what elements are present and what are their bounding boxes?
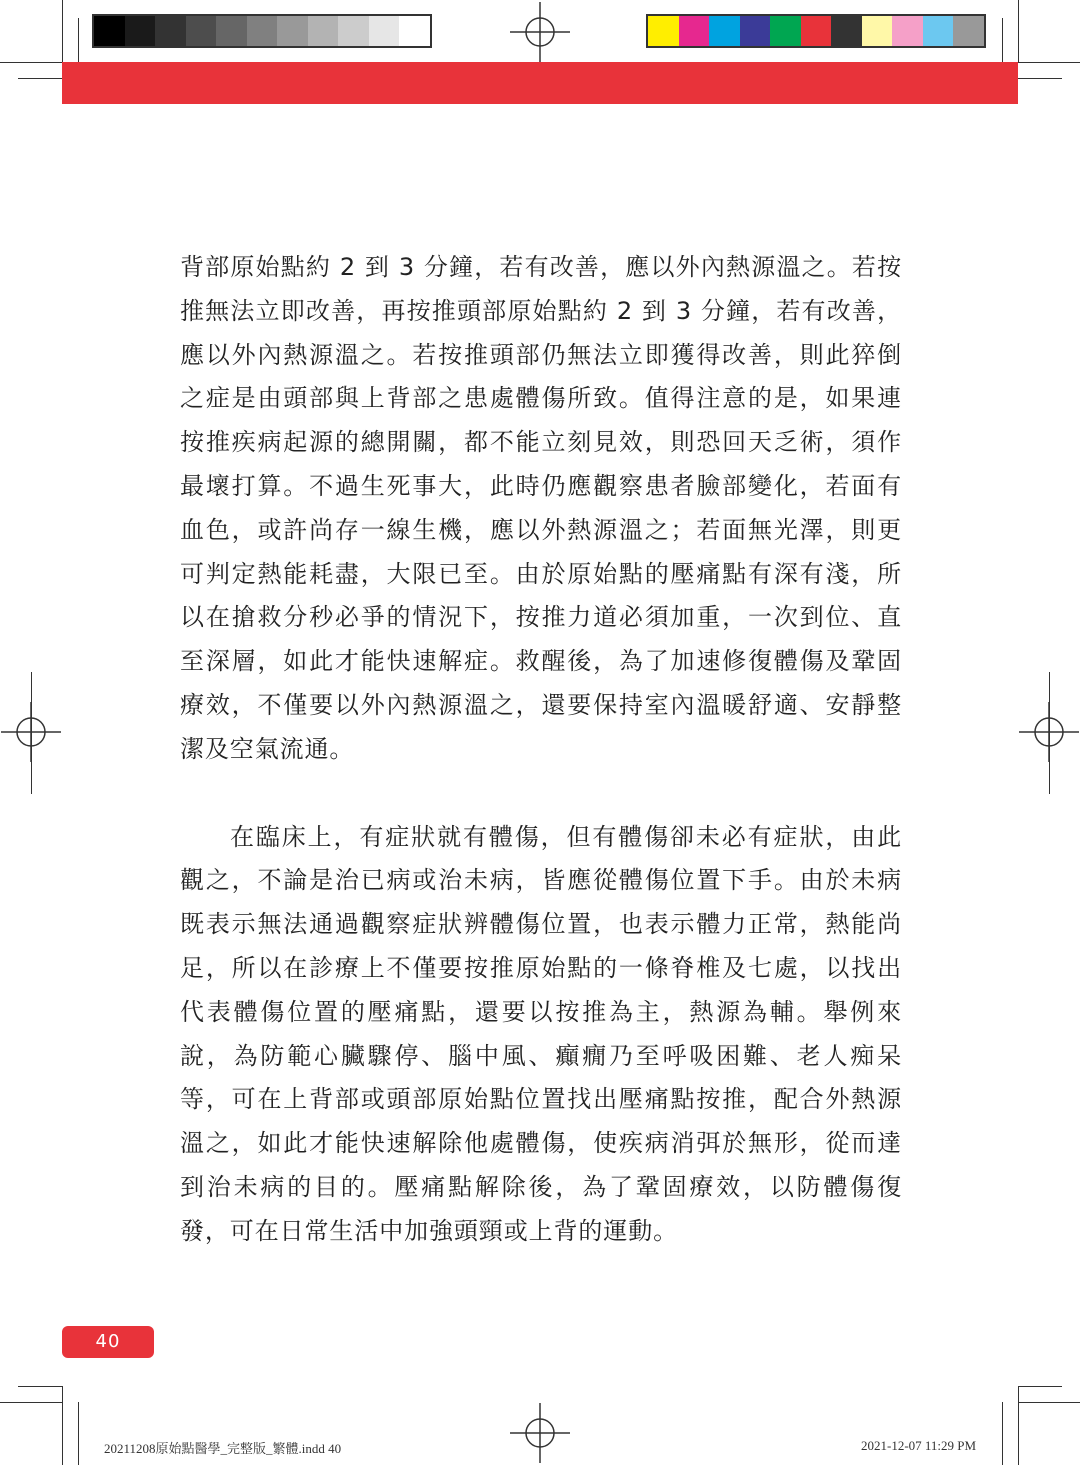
crop-mark [78,18,79,62]
color-swatch [770,16,801,46]
crop-mark [0,1402,62,1403]
color-swatch [186,16,217,46]
color-swatch [308,16,339,46]
paragraph: 在臨床上，有症狀就有體傷，但有體傷卻未必有症狀，由此觀之，不論是治已病或治未病，皆應從體傷位置下手。由於未病既表示無法通過觀察症狀辨體傷位置，也表示體力正常，熱能尚足，所以在診療上不僅要按推原始點的一條脊椎及七處，以找出代表體傷位置的壓痛點，還要以按推為主，熱源為輔。舉例來說，為防範心臟驟停、腦中風、癲癇乃至呼吸困難、老人痴呆等，可在上背部或頭部原始點位置找出壓痛點按推，配合外熱源溫之，如此才能快速解除他處體傷，使疾病消弭於無形，從而達到治未病的目的。壓痛點解除後，為了鞏固療效，以防體傷復發，可在日常生活中加強頭頸或上背的運動。 [180,822,902,1245]
crop-mark [1002,1402,1003,1465]
color-swatch [155,16,186,46]
registration-mark-icon [510,1403,570,1463]
color-swatch [369,16,400,46]
color-swatch [125,16,156,46]
color-swatch [216,16,247,46]
color-swatch [399,16,430,46]
registration-mark-icon [510,2,570,62]
crop-mark [78,1402,79,1465]
color-swatch [679,16,710,46]
crop-mark [1018,0,1019,62]
paragraph: 背部原始點約 2 到 3 分鐘，若有改善，應以外內熱源溫之。若按推無法立即改善，再按推頭部原始點約 2 到 3 分鐘，若有改善，應以外內熱源溫之。若按推頭部仍無法立即獲得改善，則此猝倒之症是由頭部與上背部之患處體傷所致。值得注意的是，如果連按推疾病起源的總開關，都不能立刻見效，則恐回天乏術，須作最壞打算。不過生死事大，此時仍應觀察患者臉部變化，若面有血色，或許尚存一線生機，應以外熱源溫之；若面無光澤，則更可判定熱能耗盡，大限已至。由於原始點的壓痛點有深有淺，所以在搶救分秒必爭的情況下，按推力道必須加重，一次到位、直至深層，如此才能快速解症。救醒後，為了加速修復體傷及鞏固療效，不僅要以外內熱源溫之，還要保持室內溫暖舒適、安靜整潔及空氣流通。 [180,253,902,763]
footer-file-info: 20211208原始點醫學_完整版_繁體.indd 40 [104,1441,342,1456]
color-swatch [831,16,862,46]
color-swatch [740,16,771,46]
registration-mark-line [31,672,32,794]
color-swatch [247,16,278,46]
crop-mark [1018,1386,1062,1387]
color-swatch [94,16,125,46]
registration-mark-line [1049,672,1050,794]
crop-mark [1018,78,1062,79]
crop-mark [18,78,62,79]
color-swatch [923,16,954,46]
crop-mark [1018,1386,1019,1465]
page-number: 40 [62,1326,154,1358]
header-band [62,62,1018,104]
color-swatch [953,16,984,46]
crop-mark [1018,62,1080,63]
crop-mark [62,1386,63,1465]
color-swatch [277,16,308,46]
process-color-bar [646,14,986,48]
crop-mark [62,0,63,62]
color-swatch [862,16,893,46]
crop-mark [18,1386,62,1387]
footer-timestamp: 2021-12-07 11:29 PM [861,1438,977,1453]
color-swatch [648,16,679,46]
crop-mark [1018,1402,1080,1403]
crop-mark [1002,18,1003,62]
color-swatch [892,16,923,46]
color-swatch [709,16,740,46]
color-swatch [338,16,369,46]
grayscale-color-bar [92,14,432,48]
crop-mark [0,62,62,63]
body-text [180,246,902,1254]
color-swatch [801,16,832,46]
